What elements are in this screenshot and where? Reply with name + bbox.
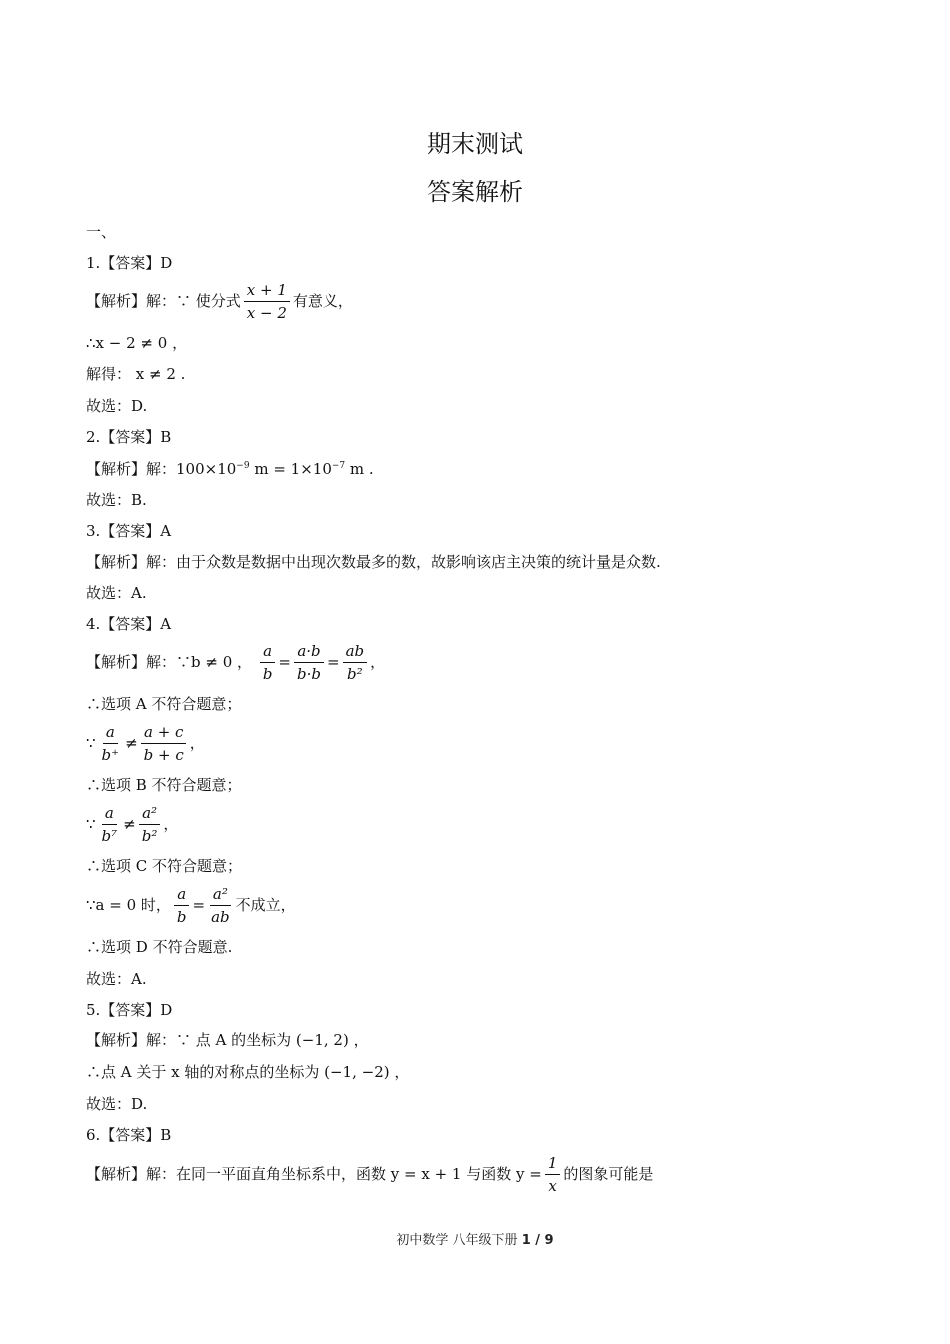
q4-c-f1-den: b⁷	[101, 827, 118, 845]
q4-option-d: ∴选项 D 不符合题意.	[86, 938, 233, 956]
q1-analysis	[86, 275, 353, 327]
q1-fraction	[244, 282, 290, 322]
q2-exp1: −9	[236, 461, 250, 471]
q2-analysis-text: 【解析】解：100×10	[86, 460, 237, 478]
q6-frac-den: x	[548, 1177, 557, 1195]
q4-c-f2-den: b²	[141, 827, 158, 845]
q4-f1-den: b	[262, 665, 273, 683]
q4-c-comma: ，	[163, 815, 179, 833]
q5-choose: 故选：D.	[86, 1095, 148, 1113]
q4-c-f1-num: a	[102, 805, 117, 825]
q4-frac3	[343, 643, 368, 683]
q4-c-neq: ≠	[123, 815, 136, 833]
q4-d-f2-num: a²	[210, 886, 231, 906]
q6-analysis-end: 的图象可能是	[563, 1165, 654, 1183]
q1-line2: ∴x − 2 ≠ 0 ，	[86, 334, 188, 352]
q4-b-f1-den: b⁺	[101, 746, 120, 764]
q4-b-because: ∵	[86, 734, 96, 752]
q4-choose: 故选：A.	[86, 970, 147, 988]
q4-b-f2-den: b + c	[143, 746, 184, 764]
q4-condition-b	[86, 717, 205, 769]
q3-analysis: 【解析】解：由于众数是数据中出现次数最多的数，故影响该店主决策的统计量是众数.	[86, 553, 661, 571]
q4-option-c: ∴选项 C 不符合题意；	[86, 857, 243, 875]
q4-c-frac1	[99, 805, 121, 845]
q4-d-eq: =	[192, 896, 206, 914]
q4-analysis	[86, 636, 385, 688]
q5-answer: 5.【答案】D	[86, 1001, 173, 1019]
q4-eq2: =	[326, 653, 340, 671]
q4-condition-c	[86, 798, 178, 850]
page-title: 期末测试	[427, 130, 523, 158]
q4-eq1: =	[278, 653, 291, 671]
q1-frac-num: x + 1	[244, 282, 290, 302]
q4-d-frac1	[174, 886, 190, 926]
q1-choose: 故选：D.	[86, 397, 148, 415]
q4-d-f1-num: a	[174, 886, 189, 906]
q2-analysis	[86, 459, 374, 479]
page-number: 1 / 9	[521, 1233, 554, 1248]
q6-fraction	[545, 1155, 561, 1195]
q4-comma: ，	[370, 653, 386, 671]
q4-analysis-text: 【解析】解：∵b ≠ 0 ，	[86, 653, 253, 671]
q4-answer: 4.【答案】A	[86, 615, 172, 633]
q4-b-frac1	[99, 724, 123, 764]
q4-d-text: ∵a = 0 时，	[86, 896, 171, 914]
q2-analysis-end: m .	[345, 460, 374, 478]
q4-b-frac2	[141, 724, 187, 764]
q1-line3: 解得： x ≠ 2 .	[86, 365, 186, 383]
q4-d-f1-den: b	[176, 908, 187, 926]
q4-c-frac2	[139, 805, 161, 845]
q4-f1-num: a	[260, 643, 275, 663]
q6-analysis	[86, 1148, 653, 1200]
q1-analysis-end: 有意义，	[292, 292, 353, 310]
section-heading: 一、	[86, 223, 117, 241]
q4-f3-den: b²	[347, 665, 363, 683]
q3-choose: 故选：A.	[86, 584, 147, 602]
q4-f2-den: b·b	[297, 665, 321, 683]
q4-option-b: ∴选项 B 不符合题意；	[86, 776, 242, 794]
q4-b-neq: ≠	[125, 734, 138, 752]
page-subtitle: 答案解析	[427, 178, 523, 206]
q2-choose: 故选：B.	[86, 491, 147, 509]
footer-text: 初中数学 八年级下册	[396, 1233, 522, 1248]
q4-d-end: 不成立，	[235, 896, 296, 914]
q3-answer: 3.【答案】A	[86, 522, 172, 540]
q4-d-frac2	[208, 886, 233, 926]
q4-frac1	[260, 643, 276, 683]
page-footer	[0, 1229, 950, 1248]
q4-c-f2-num: a²	[139, 805, 160, 825]
q5-analysis: 【解析】解：∵ 点 A 的坐标为 (−1, 2) ，	[86, 1031, 369, 1049]
q6-frac-num: 1	[545, 1155, 561, 1175]
q1-analysis-text: 【解析】解：∵ 使分式	[86, 292, 241, 310]
q6-answer: 6.【答案】B	[86, 1126, 172, 1144]
q4-c-because: ∵	[86, 815, 96, 833]
q4-frac2	[294, 643, 324, 683]
q4-d-f2-den: ab	[211, 908, 230, 926]
q4-b-f2-num: a + c	[141, 724, 186, 744]
q2-answer: 2.【答案】B	[86, 428, 172, 446]
q2-exp2: −7	[331, 461, 346, 471]
q2-analysis-mid: m = 1×10	[249, 460, 332, 478]
q4-f3-num: ab	[343, 643, 368, 663]
q4-f2-num: a·b	[294, 643, 323, 663]
q6-analysis-text: 【解析】解：在同一平面直角坐标系中，函数 y = x + 1 与函数 y =	[86, 1165, 542, 1183]
q4-condition-d	[86, 879, 296, 931]
q4-option-a: ∴选项 A 不符合题意；	[86, 695, 242, 713]
q4-b-comma: ，	[189, 734, 205, 752]
q5-line2: ∴点 A 关于 x 轴的对称点的坐标为 (−1, −2) ，	[86, 1063, 410, 1081]
q4-b-f1-num: a	[103, 724, 118, 744]
q1-answer: 1.【答案】D	[86, 254, 173, 272]
q1-frac-den: x − 2	[246, 304, 287, 322]
